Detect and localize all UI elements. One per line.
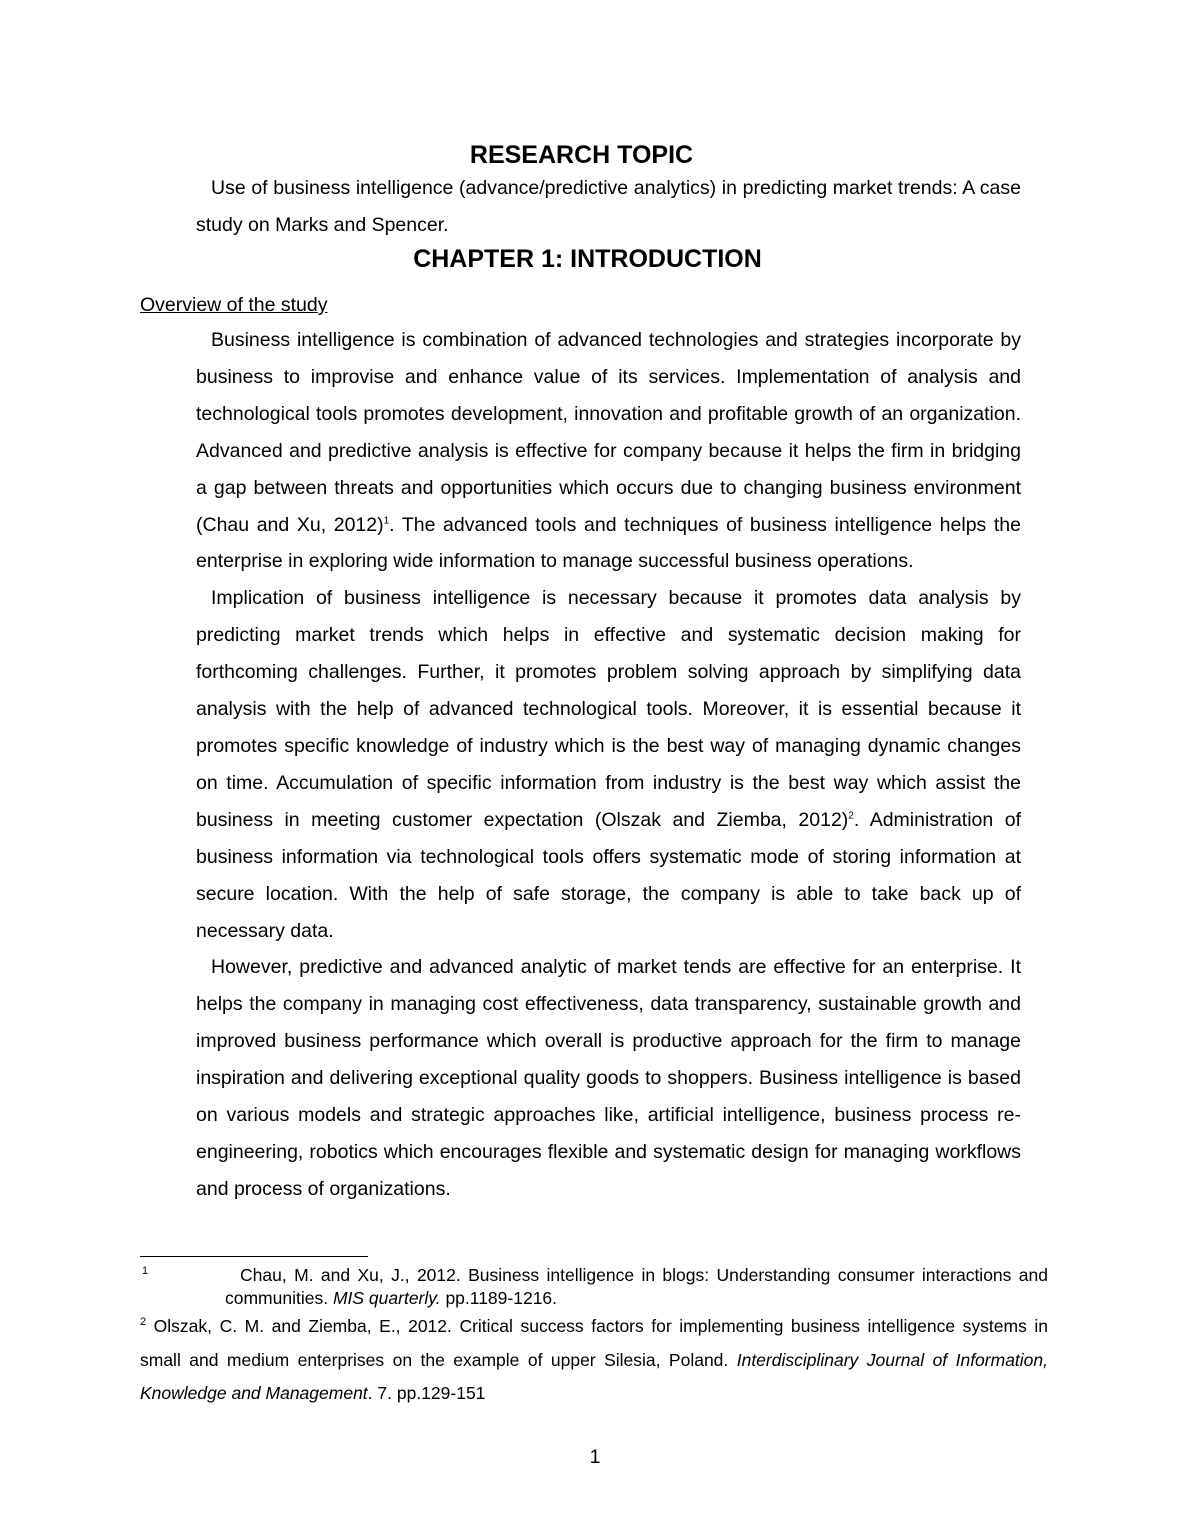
paragraph-2 [196, 580, 1021, 949]
paragraph-1-text-cont: . The advanced tools and techniques of business intelligence helps the enterprise in exploring wide information to manage successful business operations. [196, 513, 1021, 573]
page-number: 1 [589, 1446, 601, 1468]
research-topic-text: Use of business intelligence (advance/predictive analytics) in predicting market trends: A case study on Marks and Spencer. [196, 177, 1021, 236]
paragraph-1-text: Business intelligence is combination of advanced technologies and strategies incorporate by business to improvise and enhance value of its services. Implementation of analysis and technological tools promotes development, innovation and profitable growth of an organization. Advanced and predictive analysis is effective for company because it helps the firm in bridging a gap between threats and opportunities which occurs due to changing business environment (Chau and Xu, 2012) [196, 329, 1021, 536]
footnote-1-pages: pp.1189-1216. [440, 1288, 558, 1308]
footnote-2 [140, 1310, 1048, 1411]
paragraph-2-text: Implication of business intelligence is necessary because it promotes data analysis by predicting market trends which helps in effective and systematic decision making for forthcoming challenges. Further, it promotes problem solving approach by simplifying data analysis with the help of advanced technological tools. Moreover, it is essential because it promotes specific knowledge of industry which is the best way of managing dynamic changes on time. Accumulation of specific information from industry is the best way which assist the business in meeting customer expectation (Olszak and Ziemba, 2012) [196, 587, 1021, 831]
footnote-2-pages: . 7. pp.129-151 [367, 1383, 486, 1403]
paragraph-3: However, predictive and advanced analytic of market tends are effective for an enterprise. It helps the company in managing cost effectiveness, data transparency, sustainable growth and improved business performance which overall is productive approach for the firm to manage inspiration and delivering exceptional quality goods to shoppers. Business intelligence is based on various models and strategic approaches like, artificial intelligence, business process re-engineering, robotics which encourages flexible and systematic design for managing workflows and process of organizations. [196, 956, 1021, 1200]
chapter-heading: CHAPTER 1: INTRODUCTION [413, 245, 762, 273]
footnote-2-marker: 2 [140, 1316, 147, 1329]
research-topic-heading: RESEARCH TOPIC [469, 141, 694, 169]
footnote-2-text: Olszak, C. M. and Ziemba, E., 2012. Critical success factors for implementing business intelligence systems in small and medium enterprises on the example of upper Silesia, Poland. [140, 1316, 1048, 1370]
footnote-1-journal: MIS quarterly. [332, 1288, 441, 1308]
footnote-separator [140, 1256, 368, 1257]
footnotes [140, 1264, 1048, 1411]
section-heading-overview: Overview of the study [140, 294, 328, 316]
footnote-ref-1[interactable]: 1 [383, 515, 390, 527]
footnote-1-text: Chau, M. and Xu, J., 2012. Business intelligence in blogs: Understanding consumer interactions and communities. [225, 1265, 1048, 1308]
footnote-1-marker: 1 [142, 1265, 149, 1277]
body-text [196, 322, 1021, 1208]
footnote-ref-2[interactable]: 2 [848, 810, 854, 822]
paragraph-2-text-cont: . Administration of business information via technological tools offers systematic mode of storing information at secure location. With the help of safe storage, the company is able to take back up of necessary data. [196, 808, 1021, 942]
paragraph-1 [196, 322, 1021, 580]
footnote-2-journal: Interdisciplinary Journal of Information, Knowledge and Management [140, 1349, 1049, 1403]
footnote-1 [140, 1264, 1048, 1310]
